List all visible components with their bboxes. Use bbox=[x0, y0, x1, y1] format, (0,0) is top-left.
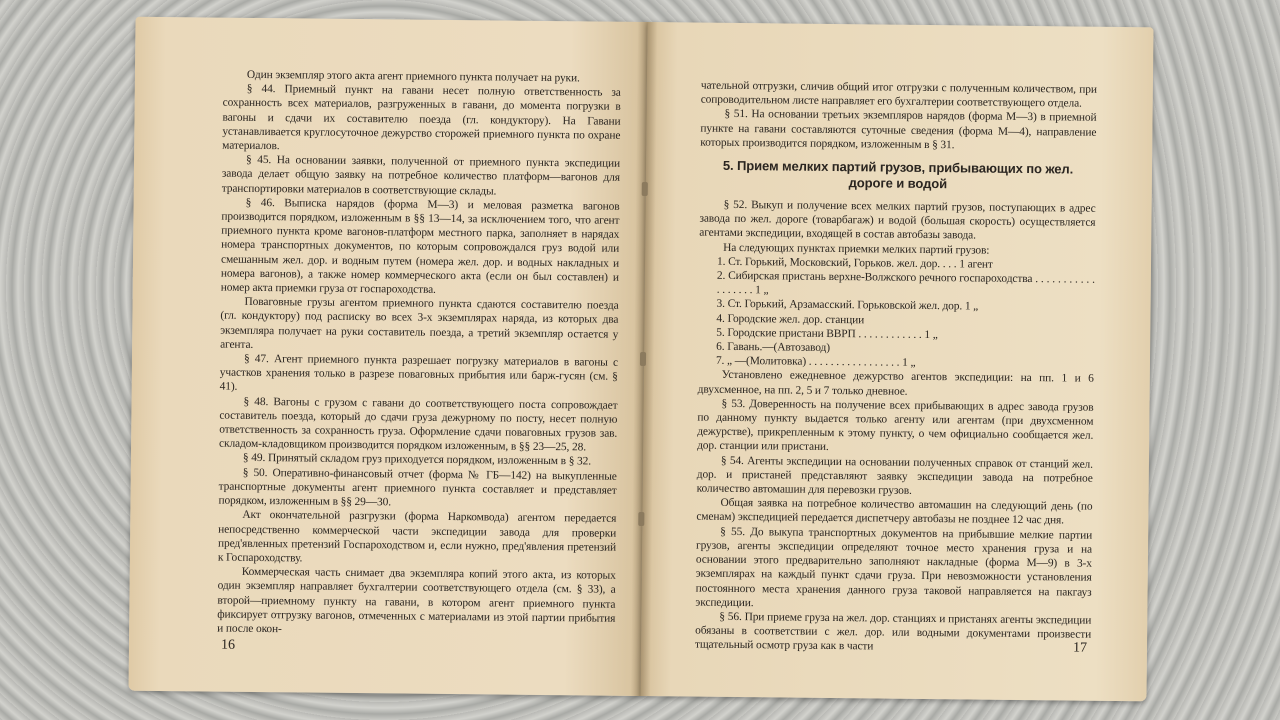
list-item: 1. Ст. Горький, Московский, Горьков. жел. дор. . . . 1 агент bbox=[716, 255, 993, 271]
paragraph: чательной отгрузки, сличив общий итог отгрузки с полученным количеством, при сопроводительном листе направляет его бухгалтерии соответствующего отдела. bbox=[700, 79, 1097, 110]
paragraph: § 53. Доверенность на получение всех прибывающих в адрес завода грузов по данному пункту выдается только агенту или агентам (при двухсменном дежурстве), прикрепленным к этому пункту, о чем официально сообщается жел. дор. станции или пристани. bbox=[697, 397, 1094, 454]
paragraph: § 49. Принятый складом груз приходуется порядком, изложенным в § 32. bbox=[242, 452, 592, 468]
paragraph: Установлено ежедневное дежурство агентов экспедиции: на пп. 1 и 6 двухсменное, на пп. 2, 5 и 7 только дневное. bbox=[697, 369, 1094, 398]
page-number: 16 bbox=[220, 637, 236, 653]
paragraph: § 44. Приемный пункт на гавани несет полную ответственность за сохранность всех материалов, разгруженных в гавани, до момента погрузки в вагоны и сдачи их составителю поезда (гл. кондуктору). На Гавани устанавливается круглосуточное дежурство сторожей приемного пункта по охране материалов. bbox=[222, 83, 621, 153]
page-number: 17 bbox=[1072, 640, 1088, 656]
paragraph: § 56. При приеме груза на жел. дор. станциях и пристанях агенты экспедиции обязаны в соответствии с жел. дор. или водными документами произвести тщательный осмотр груза как в части bbox=[694, 610, 1092, 653]
list-item: 7. „ —(Молитовка) . . . . . . . . . . . . . . . . . 1 „ bbox=[715, 355, 916, 370]
paragraph: На следующих пунктах приемки мелких партий грузов: bbox=[723, 241, 990, 257]
paragraph: Акт окончательной разгрузки (форма Наркомвода) агентом передается непосредственно коммерческой части экспедиции завода для проверки пред'явленных претензий Госпароходством и, если нужно, пред'явления претензий к Госпароходству. bbox=[217, 509, 617, 565]
paragraph: § 54. Агенты экспедиции на основании полученных справок от станций жел. дор. и пристаней представляют заявку экспедиции завода на потребное количество автомашин для перевозки грузов. bbox=[696, 454, 1093, 497]
list-item: 5. Городские пристани ВВРП . . . . . . . . . . . . 1 „ bbox=[716, 326, 938, 341]
binding-stitch bbox=[638, 512, 644, 526]
list-item: 4. Городские жел. дор. станции bbox=[716, 312, 865, 326]
paragraph: Общая заявка на потребное количество автомашин на следующий день (по сменам) экспедицией передается диспетчеру автобазы не позднее 12 час дня. bbox=[696, 497, 1093, 527]
right-page-text bbox=[695, 79, 1097, 657]
section-heading: 5. Прием мелких партий грузов, прибывающих по жел. дороге и водой bbox=[722, 157, 1074, 192]
list-item: 6. Гавань.—(Автозавод) bbox=[716, 340, 831, 355]
left-page-text bbox=[217, 68, 621, 640]
open-book bbox=[128, 17, 1153, 702]
binding-stitch bbox=[642, 182, 648, 196]
paragraph: § 46. Выписка нарядов (форма М—3) и меловая разметка вагонов производится порядком, изложенным в §§ 13—14, за исключением того, что агент приемного пункта кроме вагонов-платформ местного парка, заполняет в нарядах номера транспортных документов, по которым сопровождался груз водой или смешанным жел. дор. и водным путем (номера жел. дор. и водных накладных и номера вагонов), а также номер коммерческого акта (если он был составлен) и номер акта приемки груза от госпароходства. bbox=[220, 196, 620, 296]
paragraph: § 47. Агент приемного пункта разрешает погрузку материалов в вагоны с участков хранения только в разрезе поваговных прибытия или барж-гусян (см. § 41). bbox=[219, 352, 619, 394]
paragraph: § 51. На основании третьих экземпляров нарядов (форма М—3) в приемной пункте на гавани составляются суточные сведения (форма М—4), направление которых производится порядком, изложенным в § 31. bbox=[700, 108, 1097, 152]
left-page bbox=[128, 17, 647, 696]
paragraph: Один экземпляр этого акта агент приемного пункта получает на руки. bbox=[246, 68, 580, 85]
paragraph: § 55. До выкупа транспортных документов на прибывшие мелкие партии грузов, агенты экспедиции определяют точное место хранения груза и на основании этого предварительно заполняют накладные (форма М—9) в 3-х экземплярах на каждый пункт сдачи груза. При невозможности установления постоянного места хранения данного груза таковой направляется на пакгауз экспедиции. bbox=[695, 525, 1093, 609]
paragraph: § 48. Вагоны с грузом с гавани до соответствующего поста сопровождает составитель поезда, который до сдачи груза дежурному по посту, несет полную ответственность за сохранность груза. Оформление сдачи поваговных грузов зав. складом-кладовщиком производится порядком изложенным, в §§ 23—25, 28. bbox=[219, 395, 618, 454]
binding-stitch bbox=[640, 352, 646, 366]
paragraph: § 52. Выкуп и получение всех мелких партий грузов, поступающих в адрес завода по жел. дороге (товарбагаж) и водой (большая скорость) осуществляется агентами экспедиции, входящей в состав автобазы завода. bbox=[699, 198, 1096, 242]
list-item: 3. Ст. Горький, Арзамасский. Горьковской жел. дор. 1 „ bbox=[716, 298, 979, 313]
right-page bbox=[640, 22, 1153, 701]
list-item: 2. Сибирская пристань верхне-Волжского речного госпароходства . . . . . . . . . . . . . . . . . . 1 „ bbox=[716, 269, 1095, 297]
paragraph: Коммерческая часть снимает два экземпляра копий этого акта, из которых один экземпляр направляет бухгалтерии соответствующего отдела (см. § 33), а второй—приемному пункту на гавани, в котором агент приемного пункта фиксирует отгрузку вагонов, отмеченных с материалами из этой партии прибытия и после окон- bbox=[217, 565, 616, 636]
paragraph: § 50. Оперативно-финансовый отчет (форма № ГБ—142) на выкупленные транспортные документы агент приемного пункта составляет и представляет порядком, изложенным в §§ 29—30. bbox=[218, 466, 617, 509]
paragraph: Поваговные грузы агентом приемного пункта сдаются составителю поезда (гл. кондуктору) под расписку во всех 3-х экземплярах наряда, из которых два экземпляра получает на руки составитель поезда, а третий экземпляр остается у агента. bbox=[220, 296, 619, 351]
paragraph: § 45. На основании заявки, полученной от приемного пункта экспедиции завода делает общую заявку на потребное количество платформ—вагонов для транспортировки материалов в соответствующие склады. bbox=[221, 154, 621, 198]
